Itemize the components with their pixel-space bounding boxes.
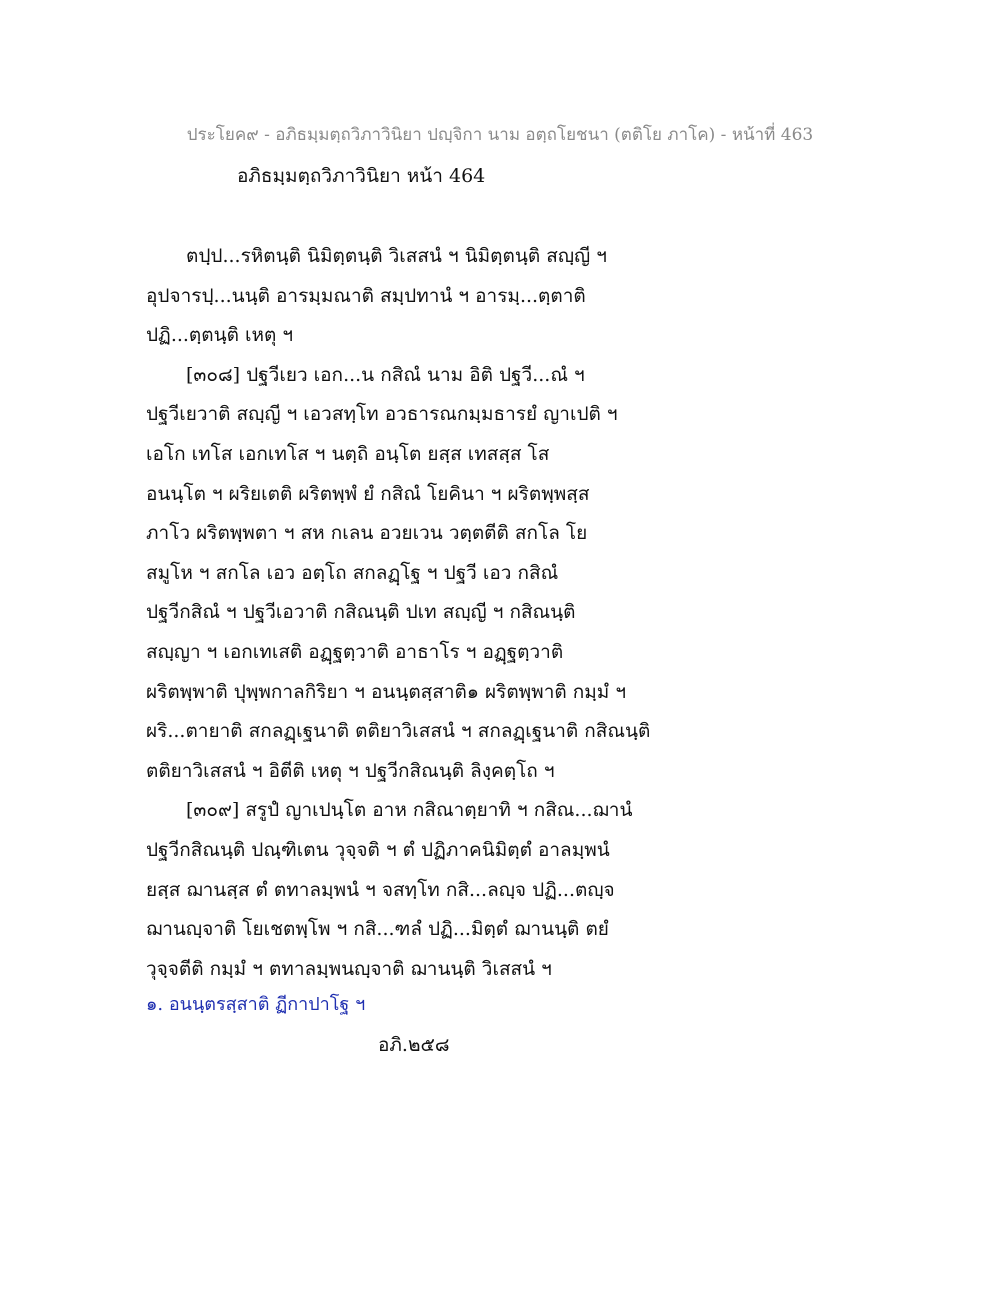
- footnote: ๑. อนนฺตรสฺสาติ ฏีกาปาโฐ ฯ: [146, 994, 366, 1015]
- page-reference: อภิ.๒๕๘: [378, 1034, 450, 1056]
- running-header: ประโยค๙ - อภิธมฺมตฺถวิภาวินิยา ปญฺจิกา นาม อตฺถโยชนา (ตติโย ภาโค) - หน้าที่ 463: [186, 125, 814, 145]
- text-line: ตติยาวิเสสนํ ฯ อิตีติ เหตุ ฯ ปฐวีกสิณนฺติ ลิงฺคตฺโถ ฯ: [146, 759, 555, 782]
- text-line: อุปจารปฺ...นนฺติ อารมฺมณาติ สมฺปทานํ ฯ อารมฺ...ตฺตาติ: [146, 284, 586, 307]
- text-line: ยสฺส ฌานสฺส ตํ ตทาลมฺพนํ ฯ จสทฺโท กสิ...ลญฺจ ปฏิ...ตญฺจ: [146, 878, 615, 901]
- text-line: ภาโว ผริตพฺพตา ฯ สห กเลน อวยเวน วตฺตตีติ สกโล โย: [146, 522, 588, 545]
- text-line: ตปฺป...รหิตนฺติ นิมิตฺตนฺติ วิเสสนํ ฯ นิมิตฺตนฺติ สญฺญี ฯ: [186, 245, 607, 267]
- text-line: ผริ...ตายาติ สกลฏฺเฐนาติ ตติยาวิเสสนํ ฯ สกลฏฺเฐนาติ กสิณนฺติ: [146, 720, 651, 743]
- text-line: เอโก เทโส เอกเทโส ฯ นตฺถิ อนฺโต ยสฺส เทสสฺส โส: [146, 442, 550, 465]
- text-line: ผริตพฺพาติ ปุพฺพกาลกิริยา ฯ อนนฺตสฺสาติ๑ ผริตพฺพาติ กมฺมํ ฯ: [146, 680, 627, 703]
- text-line: ปฏิ...ตฺตนฺติ เหตุ ฯ: [146, 324, 294, 347]
- text-line: อนนฺโต ฯ ผริยเตติ ผริตพฺพํ ยํ กสิณํ โยคินา ฯ ผริตพฺพสฺส: [146, 482, 590, 505]
- page-heading: อภิธมฺมตฺถวิภาวินิยา หน้า 464: [237, 165, 486, 187]
- text-line: ฌานญฺจาติ โยเชตพฺโพ ฯ กสิ...ฑลํ ปฏิ...มิตฺตํ ฌานนฺติ ตยํ: [146, 918, 609, 941]
- body-text: [146, 237, 706, 989]
- text-line: ปฐวีกสิณํ ฯ ปฐวีเอวาติ กสิณนฺติ ปเท สญฺญี ฯ กสิณนฺติ: [146, 601, 576, 624]
- text-line: [๓๐๙] สรูปํ ญาเปนฺโต อาห กสิณาตฺยาทิ ฯ กสิณ...ฌานํ: [186, 799, 633, 822]
- text-line: [๓๐๘] ปฐวีเยว เอก...น กสิณํ นาม อิติ ปฐวี...ณํ ฯ: [186, 363, 585, 386]
- text-line: วุจฺจตีติ กมฺมํ ฯ ตทาลมฺพนญฺจาติ ฌานนฺติ วิเสสนํ ฯ: [146, 957, 552, 980]
- text-line: สมูโห ฯ สกโล เอว อตฺโถ สกลฏฺโฐ ฯ ปฐวี เอว กสิณํ: [146, 561, 559, 584]
- text-line: ปฐวีเยวาติ สญฺญี ฯ เอวสทฺโท อวธารณกมฺมธารยํ ญาเปติ ฯ: [146, 403, 618, 426]
- text-line: ปฐวีกสิณนฺติ ปณฺฑิเตน วุจฺจติ ฯ ตํ ปฏิภาคนิมิตฺตํ อาลมฺพนํ: [146, 838, 610, 861]
- text-line: สญฺญา ฯ เอกเทเสติ อฏฺฐตฺวาติ อาธาโร ฯ อฏฺฐตฺวาติ: [146, 640, 564, 663]
